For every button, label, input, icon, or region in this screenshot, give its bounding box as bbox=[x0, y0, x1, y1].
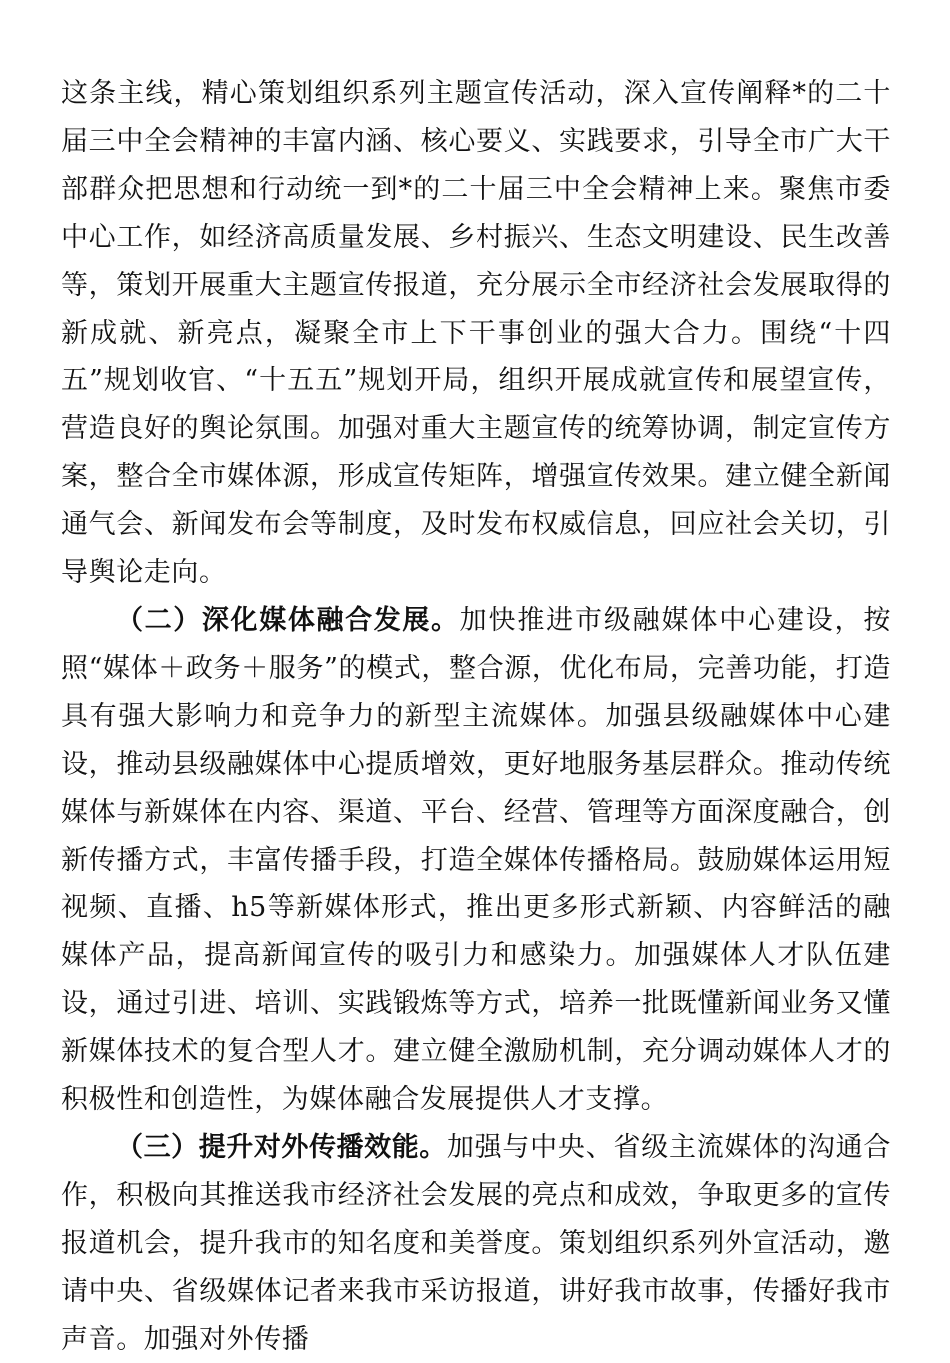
paragraph-body: 这条主线，精心策划组织系列主题宣传活动，深入宣传阐释*的二十届三中全会精神的丰富内涵、核心要义、实践要求，引导全市广大干部群众把思想和行动统一到*的二十届三中全会精神上来。聚焦市委中心工作，如经济高质量发展、乡村振兴、生态文明建设、民生改善等，策划开展重大主题宣传报道，充分展示全市经济社会发展取得的新成就、新亮点，凝聚全市上下干事创业的强大合力。围绕“十四五”规划收官、“十五五”规划开局，组织开展成就宣传和展望宣传，营造良好的舆论氛围。加强对重大主题宣传的统筹协调，制定宣传方案，整合全市媒体源，形成宣传矩阵，增强宣传效果。建立健全新闻通气会、新闻发布会等制度，及时发布权威信息，回应社会关切，引导舆论走向。 bbox=[61, 78, 891, 589]
document-body bbox=[61, 70, 891, 1363]
section-heading-external-communication: （三）提升对外传播效能。 bbox=[116, 1131, 447, 1163]
paragraph-media-integration bbox=[61, 597, 891, 1124]
paragraph-external-communication bbox=[61, 1124, 891, 1363]
paragraph-continuation bbox=[61, 70, 891, 597]
paragraph-body: 加快推进市级融媒体中心建设，按照“媒体＋政务＋服务”的模式，整合源，优化布局，完善功能，打造具有强大影响力和竞争力的新型主流媒体。加强县级融媒体中心建设，推动县级融媒体中心提质增效，更好地服务基层群众。推动传统媒体与新媒体在内容、渠道、平台、经营、管理等方面深度融合，创新传播方式，丰富传播手段，打造全媒体传播格局。鼓励媒体运用短视频、直播、h5等新媒体形式，推出更多形式新颖、内容鲜活的融媒体产品，提高新闻宣传的吸引力和感染力。加强媒体人才队伍建设，通过引进、培训、实践锻炼等方式，培养一批既懂新闻业务又懂新媒体技术的复合型人才。建立健全激励机制，充分调动媒体人才的积极性和创造性，为媒体融合发展提供人才支撑。 bbox=[61, 604, 891, 1116]
paragraph-body: 加强与中央、省级主流媒体的沟通合作，积极向其推送我市经济社会发展的亮点和成效，争取更多的宣传报道机会，提升我市的知名度和美誉度。策划组织系列外宣活动，邀请中央、省级媒体记者来我市采访报道，讲好我市故事，传播好我市声音。加强对外传播 bbox=[61, 1131, 891, 1355]
section-heading-media-integration: （二）深化媒体融合发展。 bbox=[116, 604, 460, 636]
